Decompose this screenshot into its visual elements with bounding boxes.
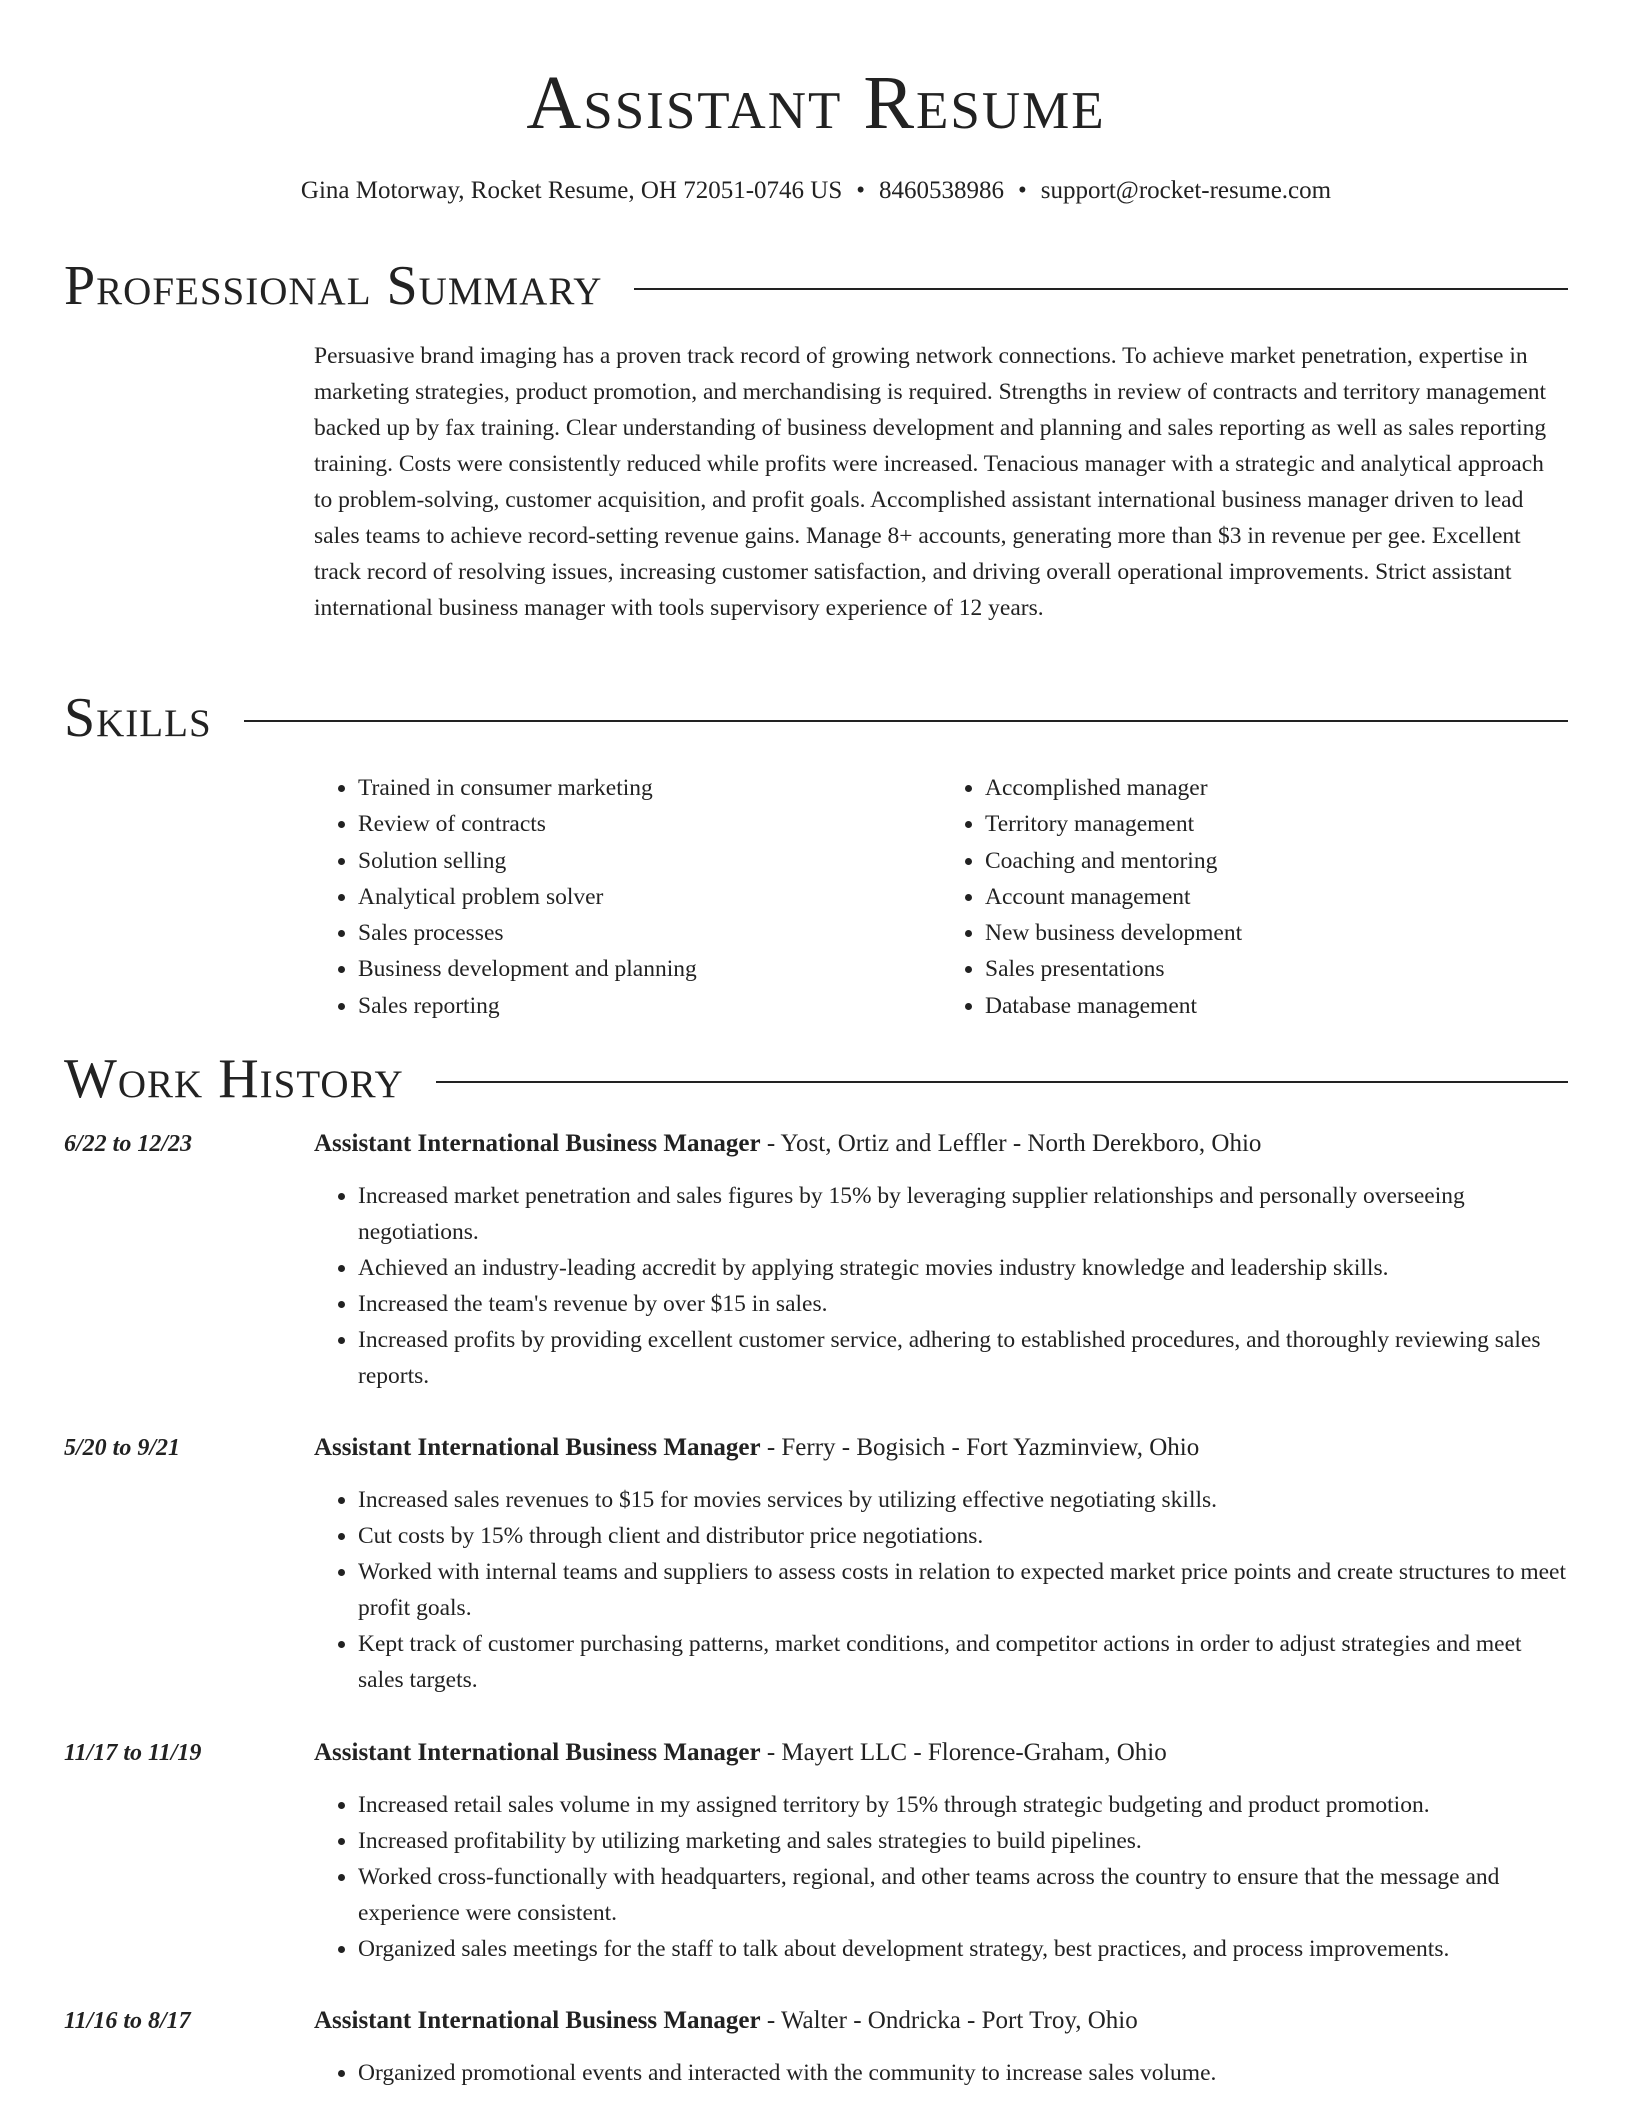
job-bullet: • Cut costs by 15% through client and distributor price negotiations. xyxy=(358,1518,1568,1554)
job-bullet: • Worked cross-functionally with headquarters, regional, and other teams across the country to ensure that the message and experience were consistent. xyxy=(358,1859,1568,1931)
job-bullet: • Increased retail sales volume in my assigned territory by 15% through strategic budgeting and product promotion. xyxy=(358,1787,1568,1823)
skill-item: • New business development xyxy=(985,915,1568,951)
skill-item: • Sales reporting xyxy=(358,988,941,1024)
skill-item: • Trained in consumer marketing xyxy=(358,770,941,806)
summary-text: Persuasive brand imaging has a proven track record of growing network connections. To achieve market penetration, expertise in marketing strategies, product promotion, and merchandising is required. Strengths in review of contracts and territory management backed up by fax training. Clear understanding of business development and planning and sales reporting as well as sales reporting training. Costs were consistently reduced while profits were increased. Tenacious manager with a strategic and analytical approach to problem-solving, customer acquisition, and profit goals. Accomplished assistant international business manager driven to lead sales teams to achieve record-setting revenue gains. Manage 8+ accounts, generating more than $3 in revenue per gee. Excellent track record of resolving issues, increasing customer satisfaction, and driving overall operational improvements. Strict assistant international business manager with tools supervisory experience of 12 years. xyxy=(314,343,1547,621)
job-date: 6/22 to 12/23 xyxy=(64,1131,193,1157)
skill-item: • Coaching and mentoring xyxy=(985,843,1568,879)
job-date: 11/16 to 8/17 xyxy=(64,2008,191,2034)
job-bullet: • Achieved an industry-leading accredit by applying strategic movies industry knowledge and leadership skills. xyxy=(358,1250,1568,1286)
job-bullet: • Increased market penetration and sales figures by 15% by leveraging supplier relationships and personally overseeing negotiations. xyxy=(358,1178,1568,1250)
skill-item: • Database management xyxy=(985,988,1568,1024)
job-bullet: • Increased profits by providing excellent customer service, adhering to established procedures, and thoroughly reviewing sales reports. xyxy=(358,1322,1568,1394)
job-title: Assistant International Business Manager xyxy=(314,1130,761,1157)
job-bullet: • Increased profitability by utilizing marketing and sales strategies to build pipelines. xyxy=(358,1823,1568,1859)
job-heading xyxy=(314,1735,1568,1771)
skill-item: • Solution selling xyxy=(358,843,941,879)
section-title-work: Work History xyxy=(64,1048,404,1110)
job-details: - Ferry - Bogisich - Fort Yazminview, Ohio xyxy=(760,1434,1200,1461)
job-bullets xyxy=(314,2055,1568,2091)
skills-column-right xyxy=(941,770,1568,1024)
job-heading xyxy=(314,1126,1568,1162)
job-date: 5/20 to 9/21 xyxy=(64,1435,181,1461)
job-details: - Yost, Ortiz and Leffler - North Derekboro, Ohio xyxy=(760,1130,1262,1157)
skill-item: • Analytical problem solver xyxy=(358,879,941,915)
job-heading xyxy=(314,1430,1568,1466)
section-rule xyxy=(436,1081,1568,1083)
section-title-skills: Skills xyxy=(64,687,212,749)
job-bullet: • Organized promotional events and interacted with the community to increase sales volume. xyxy=(358,2055,1568,2091)
skill-item: • Sales processes xyxy=(358,915,941,951)
section-header-work xyxy=(64,1049,1568,1109)
job-bullet: • Increased sales revenues to $15 for movies services by utilizing effective negotiating skills. xyxy=(358,1482,1568,1518)
skill-item: • Sales presentations xyxy=(985,951,1568,987)
skill-item: • Account management xyxy=(985,879,1568,915)
job-bullets xyxy=(314,1482,1568,1698)
section-title-summary: Professional Summary xyxy=(64,255,603,317)
job-date: 11/17 to 11/19 xyxy=(64,1740,202,1766)
skill-item: • Review of contracts xyxy=(358,806,941,842)
skills-list xyxy=(314,770,1568,1024)
skill-item: • Business development and planning xyxy=(358,951,941,987)
contact-email: support@rocket-resume.com xyxy=(1040,177,1332,204)
job-bullet: • Worked with internal teams and suppliers to assess costs in relation to expected market price points and create structures to meet profit goals. xyxy=(358,1554,1568,1626)
contact-phone: 8460538986 xyxy=(879,177,1005,204)
skills-column-left xyxy=(314,770,941,1024)
contact-separator: • xyxy=(1018,177,1027,204)
skill-item: • Territory management xyxy=(985,806,1568,842)
section-header-skills xyxy=(64,688,1568,748)
job-bullets xyxy=(314,1787,1568,1967)
job-bullet: • Kept track of customer purchasing patterns, market conditions, and competitor actions in order to adjust strategies and meet sales targets. xyxy=(358,1626,1568,1698)
job-details: - Mayert LLC - Florence-Graham, Ohio xyxy=(760,1739,1167,1766)
resume-title: Assistant Resume xyxy=(526,61,1106,145)
job-heading xyxy=(314,2003,1568,2039)
section-rule xyxy=(244,720,1568,722)
section-header-summary xyxy=(64,256,1568,316)
contact-line xyxy=(0,174,1632,208)
job-title: Assistant International Business Manager xyxy=(314,1434,761,1461)
job-title: Assistant International Business Manager xyxy=(314,2007,761,2034)
section-rule xyxy=(634,288,1568,290)
job-details: - Walter - Ondricka - Port Troy, Ohio xyxy=(760,2007,1138,2034)
job-bullets xyxy=(314,1178,1568,1394)
contact-address: Gina Motorway, Rocket Resume, OH 72051-0746 US xyxy=(300,177,843,204)
job-bullet: • Organized sales meetings for the staff to talk about development strategy, best practices, and process improvements. xyxy=(358,1931,1568,1967)
job-bullet: • Increased the team's revenue by over $15 in sales. xyxy=(358,1286,1568,1322)
job-title: Assistant International Business Manager xyxy=(314,1739,761,1766)
skill-item: • Accomplished manager xyxy=(985,770,1568,806)
contact-separator: • xyxy=(856,177,866,204)
